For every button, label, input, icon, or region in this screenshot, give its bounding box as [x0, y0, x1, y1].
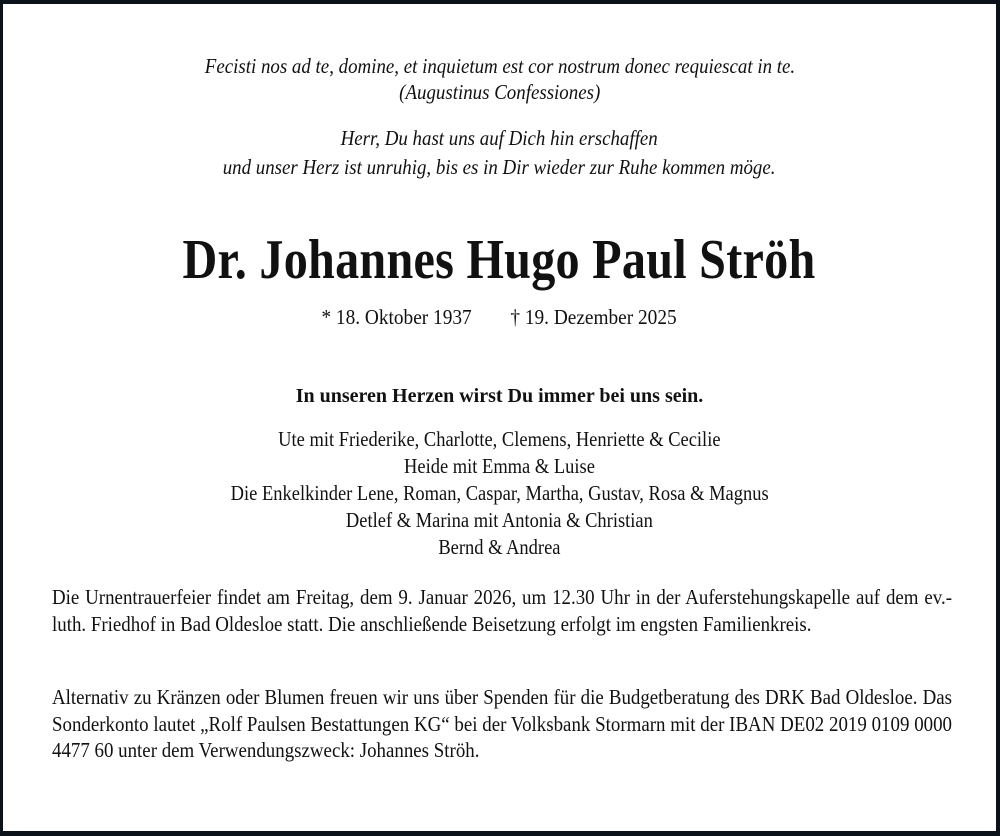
family-line: Ute mit Friederike, Charlotte, Clemens, Henriette & Cecilie: [278, 427, 721, 451]
obituary-notice: [3, 4, 996, 831]
donation-paragraph: Alternativ zu Kränzen oder Blumen freuen wir uns über Spenden für die Budgetberatung des DRK Bad Oldesloe. Das Sonderkonto lautet „Rolf Paulsen Bestattungen KG“ bei der Volksbank Stormarn mit der IBAN DE02 2019 0109 0000 4477 60 unter dem Verwendungszweck: Johannes Ströh.: [52, 685, 952, 762]
birth-date: * 18. Oktober 1937: [321, 305, 473, 329]
death-date: † 19. Dezember 2025: [510, 305, 678, 329]
family-line: Die Enkelkinder Lene, Roman, Caspar, Martha, Gustav, Rosa & Magnus: [230, 481, 769, 505]
quote-source: (Augustinus Confessiones): [398, 80, 601, 104]
ceremony-paragraph: Die Urnentrauerfeier findet am Freitag, dem 9. Januar 2026, um 12.30 Uhr in der Auferstehungskapelle auf dem ev.-luth. Friedhof in Bad Oldesloe statt. Die anschließende Beisetzung erfolgt im engsten Familienkreis.: [52, 585, 952, 636]
german-quote-line-1: Herr, Du hast uns auf Dich hin erschaffen: [340, 126, 659, 150]
motto: In unseren Herzen wirst Du immer bei uns sein.: [295, 385, 704, 407]
german-quote-line-2: und unser Herz ist unruhig, bis es in Dir wieder zur Ruhe kommen möge.: [223, 155, 776, 179]
latin-quote: Fecisti nos ad te, domine, et inquietum est cor nostrum donec requiescat in te.: [204, 54, 795, 78]
family-line: Heide mit Emma & Luise: [404, 454, 595, 478]
family-line: Bernd & Andrea: [438, 535, 561, 559]
deceased-name: Dr. Johannes Hugo Paul Ströh: [182, 229, 816, 291]
family-line: Detlef & Marina mit Antonia & Christian: [346, 508, 653, 532]
life-dates: [3, 305, 996, 330]
